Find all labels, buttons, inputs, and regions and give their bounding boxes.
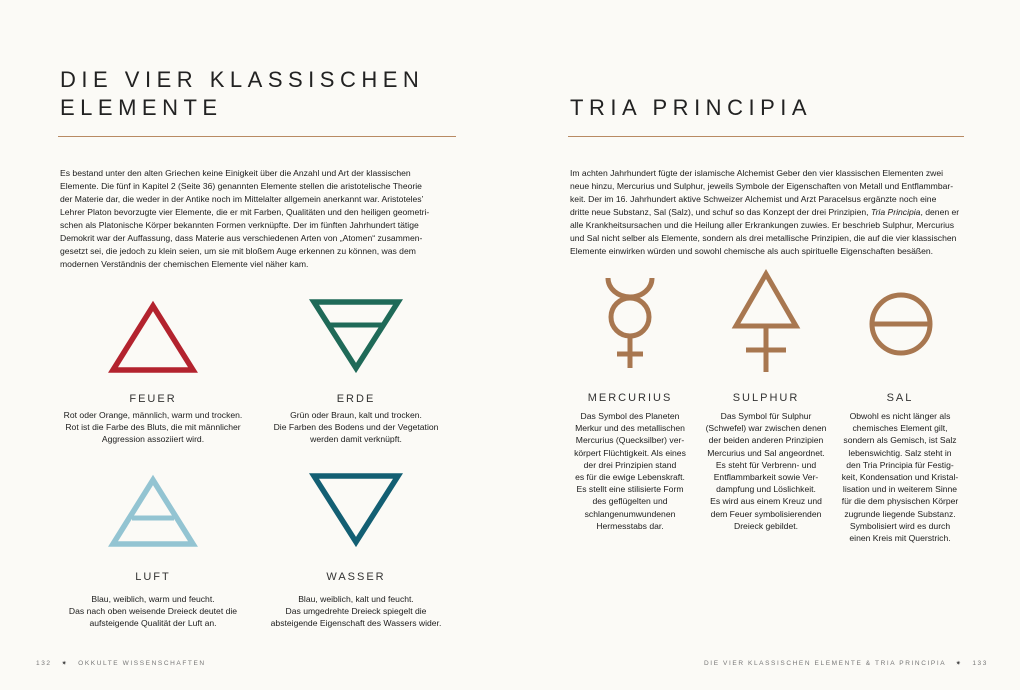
principle-name-sal: SAL: [886, 392, 914, 404]
desc-line: chemisches Element gilt,: [852, 423, 948, 434]
left-intro: [60, 167, 460, 271]
desc-line: des geflügelten und: [592, 496, 668, 507]
intro-italic: Tria Principia: [870, 207, 921, 217]
desc-line: Rot ist die Farbe des Bluts, die mit männlicher: [65, 422, 241, 433]
element-desc-luft: [53, 593, 253, 630]
air-triangle-icon: [108, 474, 198, 550]
intro-line: und Sal nicht selber als Elemente, sondern als drei metallische Prinzipien, die auf die vier klassischen: [570, 233, 957, 243]
desc-line: Aggression assoziiert wird.: [101, 434, 205, 445]
desc-line: Die Farben des Bodens und der Vegetation: [273, 422, 439, 433]
left-divider: [58, 136, 456, 137]
principle-name-sulphur: SULPHUR: [732, 392, 800, 404]
desc-line: schlangenumwundenen: [584, 508, 676, 519]
intro-line: schen als Platonische Körper bekannten Formen verknüpfte. Der im fünften Jahrhundert tätige: [60, 220, 419, 230]
intro-line: neue hinzu, Mercurius und Sulphur, jeweils Symbole der Eigenschaften von Metall und Entflammbar-: [570, 181, 954, 191]
desc-line: es für die ewige Lebenskraft.: [575, 472, 685, 483]
desc-line: Obwohl es nicht länger als: [849, 411, 951, 421]
intro-line: alle Krankheitsursachen und die Heilung aller Erkrankungen zuwies. Er beschrieb Sulphur, Mercurius: [570, 220, 955, 230]
desc-line: Das Symbol für Sulphur: [720, 411, 812, 421]
desc-line: der beiden anderen Prinzipien: [708, 435, 824, 446]
right-intro: [570, 167, 970, 258]
desc-line: werden damit verknüpft.: [310, 434, 402, 445]
right-footer: [704, 660, 988, 667]
desc-line: Es wird aus einem Kreuz und: [710, 496, 822, 507]
principle-desc-sulphur: [696, 410, 836, 532]
intro-line: gesetzt sei, die jedoch zu klein seien, um sie mit bloßem Auge erkennen zu können, was dem: [60, 246, 416, 256]
element-name-erde: ERDE: [336, 393, 376, 405]
desc-line: lebenswichtig. Salz steht in: [848, 447, 952, 458]
desc-line: Mercurius (Quecksilber) ver-: [575, 435, 685, 446]
desc-line: Das nach oben weisende Dreieck deutet die: [68, 606, 238, 617]
desc-line: Es steht für Verbrenn- und: [715, 459, 817, 470]
page-number-right: 133: [972, 660, 988, 667]
element-desc-wasser: [256, 593, 456, 630]
intro-line: Elemente einwirken würden und sowohl chemische als auch spirituelle Eigenschaften besäßen.: [570, 246, 934, 256]
desc-line: Symbolisiert wird es durch: [849, 520, 951, 531]
fire-triangle-icon: [108, 300, 198, 376]
element-desc-feuer: [53, 409, 253, 446]
desc-line: absteigende Eigenschaft des Wassers wider.: [270, 618, 442, 629]
desc-line: sondern als Gemisch, ist Salz: [843, 435, 957, 446]
intro-line: Es bestand unter den alten Griechen keine Einigkeit über die Anzahl und Art der klassischen: [60, 168, 411, 178]
desc-line: dampfung und Löslichkeit.: [716, 484, 816, 495]
desc-line: (Schwefel) war zwischen denen: [705, 423, 827, 434]
intro-text: , denen er: [920, 207, 960, 217]
desc-line: Blau, weiblich, kalt und feucht.: [298, 594, 414, 604]
desc-line: für die dem physischen Körper: [841, 496, 959, 507]
left-footer: [36, 660, 206, 667]
desc-line: lisation und in weiterem Sinne: [842, 484, 958, 495]
intro-line: keit. Der im 16. Jahrhundert aktive Schweizer Alchemist und Arzt Paracelsus ergänzte noch eine: [570, 194, 937, 204]
desc-line: Entflammbarkeit sowie Ver-: [713, 472, 819, 483]
element-name-wasser: WASSER: [326, 571, 386, 583]
element-name-luft: LUFT: [135, 571, 171, 583]
desc-line: den Tria Principia für Festig-: [846, 459, 954, 470]
intro-line: modernen Verständnis der chemischen Elemente viel näher kam.: [60, 259, 309, 269]
earth-triangle-icon: [310, 298, 402, 374]
desc-line: Das umgedrehte Dreieck spiegelt die: [285, 606, 427, 617]
page-number-left: 132: [36, 660, 52, 667]
desc-line: Das Symbol des Planeten: [580, 411, 680, 421]
left-title-line1: DIE VIER KLASSISCHEN: [60, 67, 425, 92]
right-title: TRIA PRINCIPIA: [570, 95, 813, 120]
desc-line: dem Feuer symbolisierenden: [710, 508, 822, 519]
principle-desc-mercurius: [560, 410, 700, 532]
desc-line: Merkur und des metallischen: [575, 423, 685, 434]
intro-line: [570, 206, 970, 219]
desc-line: Es stellt eine stilisierte Form: [576, 484, 684, 495]
sulphur-symbol-icon: [732, 270, 800, 374]
desc-line: keit, Kondensation und Kristal-: [841, 472, 959, 483]
desc-line: Blau, weiblich, warm und feucht.: [91, 594, 215, 604]
desc-line: aufsteigende Qualität der Luft an.: [89, 618, 217, 629]
desc-line: Hermesstabs dar.: [596, 520, 664, 531]
desc-line: einen Kreis mit Querstrich.: [849, 533, 951, 544]
left-title-line2: ELEMENTE: [60, 95, 223, 120]
footer-section-left: OKKULTE WISSENSCHAFTEN: [78, 660, 206, 667]
intro-line: der Materie dar, die weder in der Antike noch im Mittelalter allgemein anerkannt war. Aristoteles’: [60, 194, 424, 204]
star-icon: ✷: [949, 661, 969, 667]
desc-line: Grün oder Braun, kalt und trocken.: [290, 410, 422, 420]
desc-line: körpert Flüchtigkeit. Als eines: [574, 447, 686, 458]
intro-text: dritte neue Substanz, Sal (Salz), und schuf so das Konzept der drei Prinzipien,: [570, 207, 871, 217]
left-title: [60, 66, 424, 122]
desc-line: Dreieck gebildet.: [733, 520, 798, 531]
desc-line: zugrunde liegende Substanz.: [844, 508, 956, 519]
mercury-symbol-icon: [597, 272, 663, 372]
intro-line: Im achten Jahrhundert fügte der islamische Alchemist Geber den vier klassischen Elementen zwei: [570, 168, 944, 178]
salt-symbol-icon: [866, 292, 936, 356]
element-desc-erde: [256, 409, 456, 446]
star-icon: ✷: [55, 661, 75, 667]
water-triangle-icon: [310, 472, 402, 548]
desc-line: Mercurius und Sal angeordnet.: [707, 447, 825, 458]
right-divider: [568, 136, 964, 137]
desc-line: der drei Prinzipien stand: [583, 459, 677, 470]
desc-line: Rot oder Orange, männlich, warm und trocken.: [63, 410, 243, 420]
principle-name-mercurius: MERCURIUS: [587, 392, 673, 404]
principle-desc-sal: [830, 410, 970, 544]
intro-line: Lehrer Platon bevorzugte vier Elemente, die er mit Farben, Qualitäten und den heiligen geometri-: [60, 207, 430, 217]
element-name-feuer: FEUER: [129, 393, 177, 405]
intro-line: Demokrit war der Auffassung, dass Materie aus verschiedenen Arten von „Atomen“ zusammen-: [60, 233, 423, 243]
footer-section-right: DIE VIER KLASSISCHEN ELEMENTE & TRIA PRINCIPIA: [704, 660, 946, 667]
intro-line: Elemente. Die fünf in Kapitel 2 (Seite 36) genannten Elemente stellen die aristotelische Theorie: [60, 181, 422, 191]
